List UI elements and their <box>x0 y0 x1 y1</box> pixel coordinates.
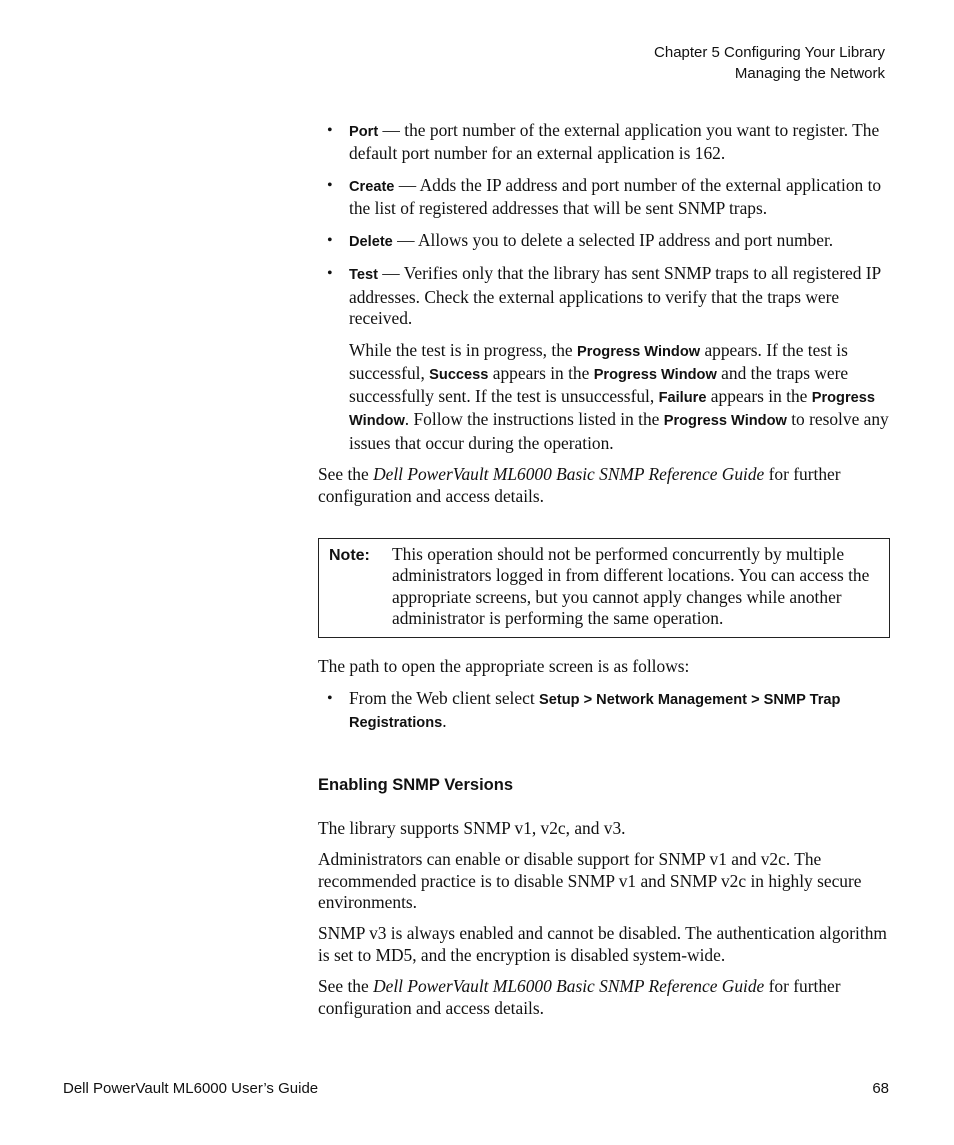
bullet-text: Allows you to delete a selected IP address and port number. <box>417 229 834 250</box>
text-run: See the <box>318 976 374 997</box>
header-section: Managing the Network <box>734 64 885 82</box>
text-run: for further configuration and access details. <box>318 976 841 1018</box>
bullet-port <box>318 120 890 165</box>
section-paragraph-3: SNMP v3 is always enabled and cannot be disabled. The authentication algorithm is set to MD5, and the encryption is disabled system-wide. <box>318 923 887 965</box>
ui-term-progress-window: Progress Window <box>593 366 717 383</box>
section-heading: Enabling SNMP Versions <box>318 776 513 795</box>
bullet-dot: • <box>327 231 333 249</box>
menu-path: Setup > Network Management > SNMP Trap Registrations <box>349 691 841 732</box>
bullet-end: . <box>442 711 447 732</box>
bullet-text: From the Web client select <box>349 687 540 708</box>
bullet-term: Delete <box>349 233 393 250</box>
note-box <box>318 538 890 638</box>
bullet-separator: — <box>378 120 405 140</box>
ui-term-success: Success <box>429 366 489 383</box>
header-chapter: Chapter 5 Configuring Your Library <box>654 44 885 61</box>
ui-term-progress-window: Progress Window <box>663 413 787 430</box>
bullet-dot: • <box>327 176 333 194</box>
ui-term-progress-window: Progress Window <box>349 390 876 430</box>
bullet-term: Create <box>349 178 395 195</box>
bullet-dot: • <box>327 122 333 139</box>
bullet-test <box>318 263 890 329</box>
text-run: See the <box>318 464 374 485</box>
path-intro: The path to open the appropriate screen is as follows: <box>318 656 690 677</box>
text-run: for further configuration and access details. <box>318 464 841 506</box>
bullet-web-path <box>318 688 890 735</box>
footer-page-number: 68 <box>872 1080 889 1097</box>
see-also-paragraph <box>318 976 890 1019</box>
bullet-text: Adds the IP address and port number of the external application to the list of registered addresses that will be sent SNMP traps. <box>349 174 882 219</box>
bullet-term: Test <box>349 267 378 284</box>
running-header <box>654 43 885 84</box>
text-run: to resolve any issues that occur during the operation. <box>349 409 889 453</box>
bullet-dot: • <box>327 265 333 283</box>
bullet-separator: — <box>392 229 418 250</box>
bullet-text: the port number of the external application you want to register. The default port number for an external application is 162. <box>349 120 880 164</box>
bullet-delete <box>318 230 890 253</box>
bullet-create <box>318 175 890 220</box>
see-also-paragraph <box>318 464 890 507</box>
bullet-text: Verifies only that the library has sent SNMP traps to all registered IP addresses. Check the external applications to verify that the traps were received. <box>349 263 881 328</box>
text-run: and the traps were successfully sent. If the test is unsuccessful, <box>349 362 849 407</box>
ui-term-progress-window: Progress Window <box>576 343 701 360</box>
text-run: appears in the <box>706 386 812 407</box>
ui-term-failure: Failure <box>658 390 707 407</box>
test-detail-paragraph <box>318 340 890 454</box>
note-label: Note: <box>329 546 370 564</box>
footer-doc-title: Dell PowerVault ML6000 User’s Guide <box>63 1080 319 1097</box>
text-run: appears. If the test is successful, <box>349 339 848 383</box>
bullet-separator: — <box>394 174 420 195</box>
note-text: This operation should not be performed concurrently by multiple administrators logged in from different locations. You can access the appropriate screens, but you cannot apply changes while another administrator is performing the same operation. <box>392 543 870 628</box>
bullet-term: Port <box>349 124 379 140</box>
text-run: . Follow the instructions listed in the <box>404 409 664 430</box>
text-run: While the test is in progress, the <box>349 339 577 360</box>
text-run: appears in the <box>488 362 594 383</box>
page-body <box>318 120 890 1029</box>
section-paragraph-1: The library supports SNMP v1, v2c, and v3. <box>318 817 626 838</box>
reference-guide-title: Dell PowerVault ML6000 Basic SNMP Reference Guide <box>373 464 765 485</box>
section-paragraph-2: Administrators can enable or disable support for SNMP v1 and v2c. The recommended practice is to disable SNMP v1 and SNMP v2c in highly secure environments. <box>318 849 862 912</box>
reference-guide-title: Dell PowerVault ML6000 Basic SNMP Reference Guide <box>373 976 765 997</box>
bullet-separator: — <box>377 263 404 284</box>
bullet-dot: • <box>327 689 333 707</box>
